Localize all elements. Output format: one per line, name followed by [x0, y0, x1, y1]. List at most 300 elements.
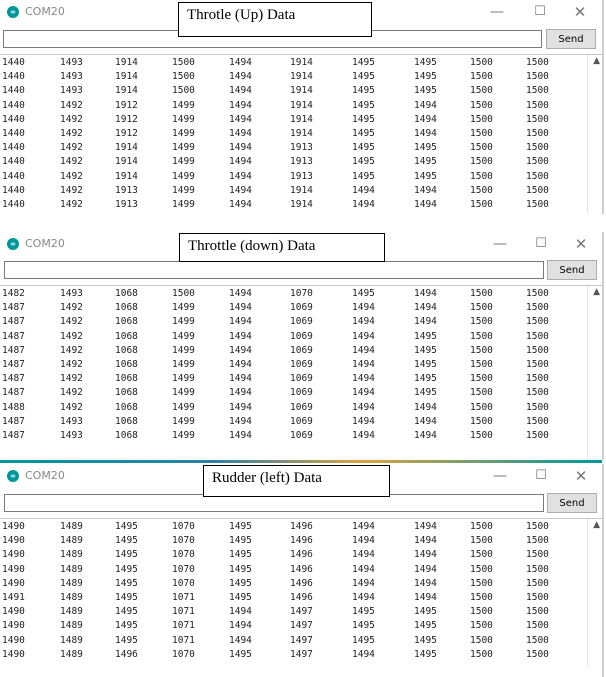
minimize-icon[interactable]: —	[493, 236, 507, 252]
serial-value: 1492	[60, 344, 83, 356]
serial-value: 1068	[115, 359, 138, 370]
serial-value: 1489	[60, 648, 83, 660]
serial-value: 1496	[290, 521, 313, 532]
serial-value: 1487	[2, 430, 25, 441]
annotation-label-1: Throtle (Up) Data	[178, 2, 372, 37]
serial-value: 1494	[229, 71, 252, 83]
serial-value: 1069	[290, 330, 313, 342]
serial-value: 1489	[60, 592, 83, 603]
serial-value: 1499	[172, 302, 195, 314]
serial-value: 1499	[172, 170, 195, 182]
serial-value: 1495	[229, 549, 252, 561]
serial-line	[0, 548, 588, 562]
scroll-up-arrow-icon[interactable]: ▲	[593, 520, 600, 530]
serial-value: 1487	[2, 302, 25, 314]
serial-value: 1495	[229, 563, 252, 575]
serial-value: 1914	[290, 71, 313, 83]
serial-value: 1494	[414, 592, 437, 603]
serial-value: 1069	[290, 344, 313, 356]
serial-value: 1494	[229, 373, 252, 385]
serial-value: 1495	[414, 634, 437, 646]
serial-line	[0, 429, 588, 443]
serial-value: 1494	[352, 316, 375, 328]
serial-value: 1913	[290, 170, 313, 182]
serial-value: 1071	[172, 592, 195, 603]
serial-value: 1495	[115, 563, 138, 575]
serial-line	[0, 301, 588, 315]
serial-value: 1495	[352, 113, 375, 125]
serial-value: 1070	[172, 535, 195, 547]
serial-value: 1068	[115, 430, 138, 441]
serial-value: 1914	[115, 170, 138, 182]
serial-value: 1495	[229, 577, 252, 589]
serial-value: 1493	[60, 415, 83, 427]
serial-value: 1494	[352, 535, 375, 547]
serial-value: 1494	[352, 592, 375, 603]
serial-value: 1500	[526, 85, 549, 97]
serial-value: 1500	[526, 156, 549, 168]
serial-value: 1494	[414, 288, 437, 299]
serial-line	[0, 287, 588, 301]
serial-value: 1494	[352, 344, 375, 356]
serial-value: 1494	[229, 359, 252, 370]
serial-value: 1495	[414, 330, 437, 342]
serial-line	[0, 330, 588, 344]
serial-value: 1913	[290, 142, 313, 154]
serial-line	[0, 591, 588, 605]
serial-line	[0, 534, 588, 548]
window-separator-strip	[0, 460, 602, 463]
serial-value: 1493	[60, 430, 83, 441]
serial-value: 1495	[414, 620, 437, 632]
serial-value: 1494	[229, 57, 252, 68]
serial-value: 1500	[470, 142, 493, 154]
serial-value: 1495	[414, 344, 437, 356]
serial-line	[0, 605, 588, 619]
serial-value: 1489	[60, 577, 83, 589]
serial-output[interactable]	[0, 518, 602, 667]
serial-output[interactable]	[0, 285, 602, 460]
serial-value: 1440	[2, 113, 25, 125]
serial-value: 1494	[352, 302, 375, 314]
serial-value: 1500	[470, 563, 493, 575]
serial-line	[0, 415, 588, 429]
serial-value: 1500	[526, 387, 549, 399]
serial-value: 1914	[115, 57, 138, 68]
serial-value: 1492	[60, 184, 83, 196]
send-button[interactable]: Send	[547, 260, 597, 280]
serial-value: 1500	[470, 199, 493, 210]
serial-value: 1497	[290, 634, 313, 646]
serial-value: 1494	[414, 430, 437, 441]
serial-value: 1492	[60, 142, 83, 154]
serial-line	[0, 520, 588, 534]
serial-value: 1068	[115, 373, 138, 385]
serial-value: 1500	[526, 373, 549, 385]
serial-value: 1494	[352, 373, 375, 385]
serial-line	[0, 56, 588, 70]
serial-value: 1500	[526, 577, 549, 589]
vertical-scrollbar[interactable]	[587, 519, 602, 667]
serial-value: 1495	[352, 634, 375, 646]
serial-value: 1068	[115, 344, 138, 356]
serial-value: 1500	[172, 57, 195, 68]
serial-value: 1494	[229, 170, 252, 182]
serial-value: 1490	[2, 549, 25, 561]
serial-value: 1494	[352, 648, 375, 660]
serial-line	[0, 170, 588, 184]
serial-line	[0, 113, 588, 127]
serial-value: 1494	[229, 288, 252, 299]
serial-value: 1500	[172, 71, 195, 83]
serial-value: 1071	[172, 606, 195, 618]
annotation-label-3: Rudder (left) Data	[203, 465, 390, 497]
serial-value: 1490	[2, 563, 25, 575]
maximize-icon[interactable]: ☐	[534, 4, 546, 19]
serial-value: 1500	[526, 142, 549, 154]
serial-value: 1914	[115, 142, 138, 154]
serial-value: 1488	[2, 401, 25, 413]
serial-line	[0, 372, 588, 386]
serial-value: 1493	[60, 71, 83, 83]
serial-value: 1500	[526, 549, 549, 561]
serial-value: 1494	[352, 430, 375, 441]
serial-value: 1495	[414, 71, 437, 83]
send-button[interactable]: Send	[547, 493, 597, 513]
arduino-icon: ∞	[7, 238, 19, 250]
serial-value: 1495	[352, 170, 375, 182]
serial-value: 1914	[290, 184, 313, 196]
serial-value: 1495	[229, 592, 252, 603]
serial-value: 1069	[290, 302, 313, 314]
serial-value: 1495	[352, 156, 375, 168]
serial-value: 1495	[414, 373, 437, 385]
serial-value: 1500	[526, 316, 549, 328]
serial-value: 1495	[352, 620, 375, 632]
serial-value: 1494	[229, 634, 252, 646]
serial-value: 1070	[172, 577, 195, 589]
minimize-icon[interactable]: —	[493, 468, 507, 484]
serial-value: 1487	[2, 344, 25, 356]
serial-value: 1495	[229, 648, 252, 660]
serial-value: 1494	[229, 430, 252, 441]
vertical-scrollbar[interactable]	[587, 55, 602, 214]
serial-value: 1495	[414, 85, 437, 97]
serial-line	[0, 84, 588, 98]
serial-value: 1494	[414, 99, 437, 111]
serial-value: 1914	[290, 128, 313, 139]
serial-value: 1492	[60, 156, 83, 168]
serial-value: 1494	[229, 142, 252, 154]
serial-value: 1069	[290, 359, 313, 370]
serial-value: 1495	[414, 359, 437, 370]
serial-value: 1495	[352, 128, 375, 139]
scroll-up-arrow-icon[interactable]: ▲	[593, 56, 600, 66]
serial-value: 1070	[172, 563, 195, 575]
serial-value: 1500	[526, 344, 549, 356]
serial-value: 1500	[526, 521, 549, 532]
serial-value: 1499	[172, 156, 195, 168]
serial-value: 1500	[470, 606, 493, 618]
serial-value: 1494	[414, 199, 437, 210]
serial-value: 1494	[414, 415, 437, 427]
serial-value: 1489	[60, 606, 83, 618]
serial-value: 1499	[172, 415, 195, 427]
serial-line	[0, 99, 588, 113]
serial-value: 1500	[526, 288, 549, 299]
serial-value: 1440	[2, 128, 25, 139]
serial-line	[0, 184, 588, 198]
serial-value: 1489	[60, 549, 83, 561]
serial-value: 1497	[290, 620, 313, 632]
serial-value: 1490	[2, 634, 25, 646]
serial-value: 1494	[414, 316, 437, 328]
serial-value: 1491	[2, 592, 25, 603]
serial-value: 1487	[2, 330, 25, 342]
serial-line	[0, 386, 588, 400]
serial-value: 1495	[414, 648, 437, 660]
serial-value: 1494	[229, 330, 252, 342]
serial-value: 1500	[470, 401, 493, 413]
serial-value: 1499	[172, 401, 195, 413]
serial-value: 1070	[290, 288, 313, 299]
serial-value: 1489	[60, 634, 83, 646]
maximize-icon[interactable]: ☐	[535, 236, 547, 251]
serial-value: 1914	[290, 113, 313, 125]
serial-value: 1490	[2, 521, 25, 532]
serial-value: 1499	[172, 142, 195, 154]
serial-value: 1490	[2, 577, 25, 589]
minimize-icon[interactable]: —	[490, 4, 504, 20]
serial-value: 1495	[414, 387, 437, 399]
serial-value: 1070	[172, 648, 195, 660]
serial-value: 1494	[229, 199, 252, 210]
serial-value: 1500	[470, 85, 493, 97]
serial-value: 1500	[470, 521, 493, 532]
serial-value: 1914	[115, 71, 138, 83]
serial-value: 1490	[2, 620, 25, 632]
serial-value: 1500	[172, 85, 195, 97]
serial-value: 1913	[115, 199, 138, 210]
serial-value: 1494	[414, 113, 437, 125]
window-title: COM20	[25, 469, 65, 482]
serial-value: 1500	[526, 330, 549, 342]
serial-value: 1499	[172, 330, 195, 342]
serial-value: 1487	[2, 316, 25, 328]
serial-value: 1500	[526, 71, 549, 83]
serial-value: 1500	[526, 57, 549, 68]
serial-value: 1492	[60, 199, 83, 210]
serial-value: 1494	[414, 128, 437, 139]
serial-value: 1500	[470, 577, 493, 589]
serial-value: 1494	[352, 577, 375, 589]
serial-value: 1913	[115, 184, 138, 196]
serial-value: 1499	[172, 344, 195, 356]
serial-value: 1499	[172, 199, 195, 210]
serial-value: 1068	[115, 401, 138, 413]
serial-value: 1495	[414, 142, 437, 154]
serial-value: 1487	[2, 373, 25, 385]
serial-value: 1071	[172, 620, 195, 632]
serial-value: 1500	[470, 316, 493, 328]
serial-value: 1499	[172, 99, 195, 111]
annotation-label-2: Throttle (down) Data	[179, 233, 385, 262]
serial-line	[0, 401, 588, 415]
serial-value: 1495	[229, 535, 252, 547]
serial-value: 1500	[470, 57, 493, 68]
serial-line	[0, 70, 588, 84]
serial-value: 1440	[2, 99, 25, 111]
serial-value: 1492	[60, 113, 83, 125]
serial-value: 1494	[352, 521, 375, 532]
serial-value: 1500	[526, 113, 549, 125]
serial-value: 1500	[470, 430, 493, 441]
serial-value: 1495	[115, 620, 138, 632]
serial-value: 1500	[526, 128, 549, 139]
serial-value: 1487	[2, 359, 25, 370]
send-button[interactable]: Send	[546, 29, 596, 49]
serial-value: 1914	[290, 99, 313, 111]
serial-value: 1496	[290, 592, 313, 603]
serial-line	[0, 155, 588, 169]
serial-value: 1500	[526, 648, 549, 660]
serial-value: 1494	[229, 85, 252, 97]
vertical-scrollbar[interactable]	[587, 286, 602, 460]
arduino-icon: ∞	[7, 470, 19, 482]
serial-value: 1068	[115, 330, 138, 342]
serial-value: 1495	[115, 535, 138, 547]
serial-value: 1494	[414, 535, 437, 547]
serial-value: 1070	[172, 521, 195, 532]
serial-output[interactable]	[0, 54, 602, 214]
serial-value: 1500	[526, 563, 549, 575]
serial-value: 1499	[172, 128, 195, 139]
serial-value: 1494	[229, 316, 252, 328]
serial-value: 1495	[229, 521, 252, 532]
serial-value: 1493	[60, 57, 83, 68]
serial-value: 1912	[115, 128, 138, 139]
serial-value: 1914	[115, 85, 138, 97]
serial-value: 1495	[414, 57, 437, 68]
serial-value: 1495	[414, 156, 437, 168]
serial-value: 1496	[290, 563, 313, 575]
serial-value: 1440	[2, 184, 25, 196]
serial-value: 1490	[2, 606, 25, 618]
serial-value: 1496	[290, 549, 313, 561]
serial-value: 1494	[352, 184, 375, 196]
maximize-icon[interactable]: ☐	[535, 468, 547, 483]
serial-value: 1440	[2, 156, 25, 168]
serial-value: 1500	[526, 99, 549, 111]
serial-value: 1069	[290, 430, 313, 441]
serial-value: 1482	[2, 288, 25, 299]
serial-value: 1499	[172, 373, 195, 385]
serial-value: 1494	[352, 387, 375, 399]
serial-value: 1495	[352, 57, 375, 68]
serial-value: 1500	[470, 184, 493, 196]
serial-value: 1494	[229, 415, 252, 427]
serial-value: 1495	[352, 71, 375, 83]
serial-value: 1492	[60, 373, 83, 385]
serial-value: 1914	[290, 199, 313, 210]
serial-value: 1440	[2, 199, 25, 210]
serial-value: 1494	[414, 401, 437, 413]
serial-value: 1494	[229, 302, 252, 314]
serial-value: 1913	[290, 156, 313, 168]
serial-value: 1497	[290, 606, 313, 618]
serial-value: 1494	[414, 302, 437, 314]
serial-value: 1500	[470, 648, 493, 660]
close-icon[interactable]: ✕	[573, 3, 587, 21]
window-title: COM20	[25, 5, 65, 18]
serial-value: 1500	[470, 549, 493, 561]
serial-value: 1492	[60, 316, 83, 328]
serial-line	[0, 577, 588, 591]
serial-value: 1490	[2, 535, 25, 547]
serial-value: 1440	[2, 85, 25, 97]
send-input[interactable]	[4, 261, 544, 279]
serial-value: 1492	[60, 99, 83, 111]
serial-value: 1500	[470, 170, 493, 182]
serial-value: 1068	[115, 288, 138, 299]
serial-line	[0, 634, 588, 648]
serial-value: 1500	[526, 359, 549, 370]
serial-value: 1496	[290, 535, 313, 547]
serial-value: 1487	[2, 387, 25, 399]
serial-value: 1492	[60, 359, 83, 370]
serial-value: 1494	[352, 549, 375, 561]
serial-value: 1495	[115, 577, 138, 589]
serial-value: 1500	[470, 156, 493, 168]
serial-value: 1500	[470, 113, 493, 125]
serial-value: 1500	[526, 415, 549, 427]
serial-value: 1494	[229, 184, 252, 196]
serial-value: 1070	[172, 549, 195, 561]
serial-value: 1440	[2, 170, 25, 182]
serial-value: 1500	[526, 302, 549, 314]
serial-value: 1440	[2, 142, 25, 154]
serial-value: 1499	[172, 184, 195, 196]
serial-line	[0, 563, 588, 577]
serial-value: 1494	[414, 577, 437, 589]
serial-value: 1492	[60, 330, 83, 342]
serial-line	[0, 127, 588, 141]
scroll-up-arrow-icon[interactable]: ▲	[593, 287, 600, 297]
serial-value: 1499	[172, 359, 195, 370]
serial-value: 1495	[352, 142, 375, 154]
close-icon[interactable]: ✕	[574, 467, 588, 485]
serial-value: 1489	[60, 563, 83, 575]
serial-value: 1494	[352, 199, 375, 210]
serial-value: 1492	[60, 401, 83, 413]
serial-value: 1494	[229, 401, 252, 413]
serial-value: 1495	[352, 85, 375, 97]
serial-line	[0, 648, 588, 662]
close-icon[interactable]: ✕	[574, 235, 588, 253]
serial-value: 1068	[115, 415, 138, 427]
serial-value: 1500	[470, 288, 493, 299]
serial-value: 1912	[115, 113, 138, 125]
arduino-icon: ∞	[7, 6, 19, 18]
serial-value: 1500	[470, 373, 493, 385]
serial-value: 1495	[115, 606, 138, 618]
serial-value: 1495	[414, 606, 437, 618]
serial-value: 1068	[115, 316, 138, 328]
serial-value: 1494	[229, 128, 252, 139]
serial-line	[0, 141, 588, 155]
serial-value: 1492	[60, 302, 83, 314]
serial-value: 1500	[470, 415, 493, 427]
